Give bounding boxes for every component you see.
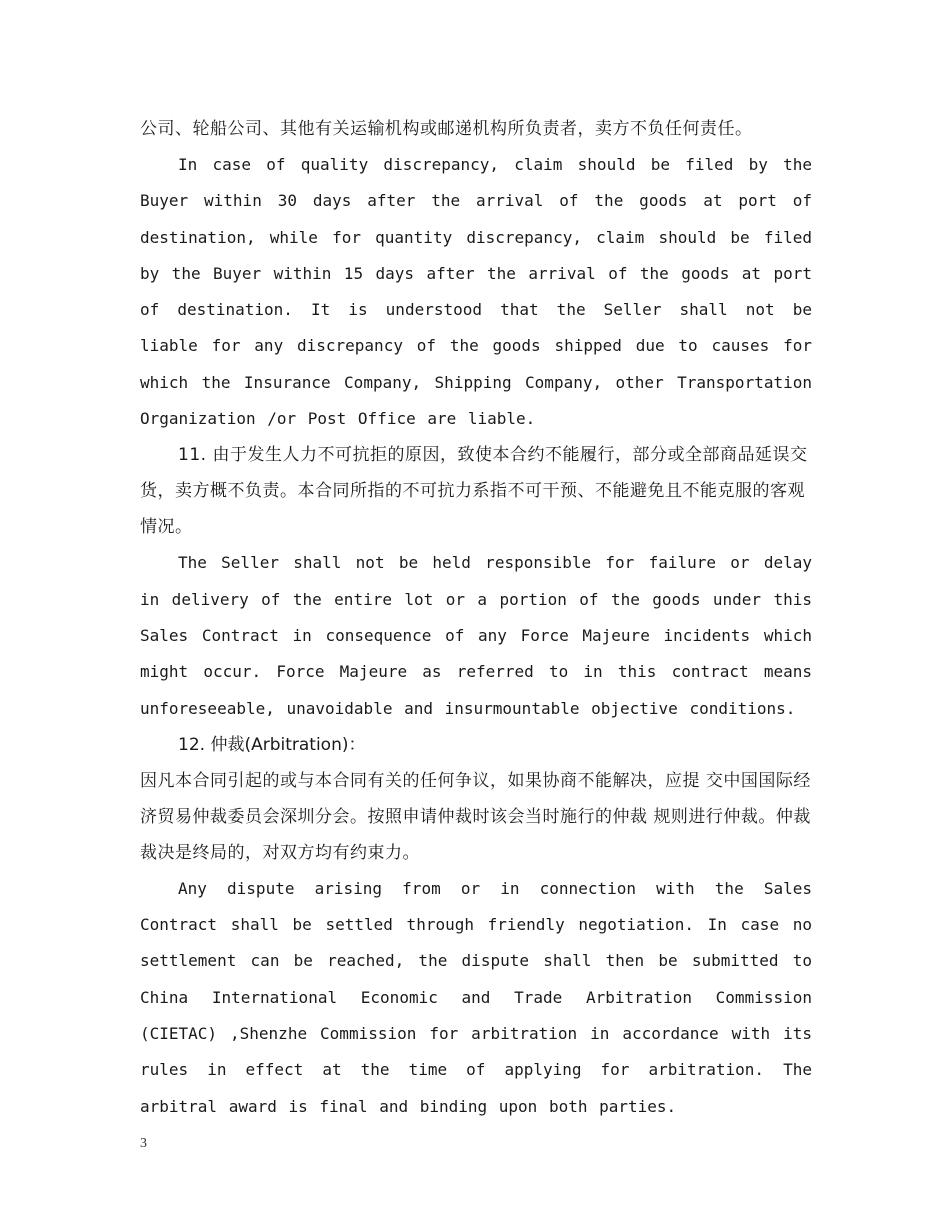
section-heading-arbitration: 12. 仲裁(Arbitration)：: [178, 734, 366, 755]
paragraph-en-quality-discrepancy: In case of quality discrepancy, claim should be filed by the Buyer within 30 days after the arrival of the goods at port of destination, while for quantity discrepancy, claim should be filed by the Buyer within 15 days after the arrival of the goods at port of destination. It is understood that the Seller shall not be liable for any discrepancy of the goods shipped due to causes for which the Insurance Company, Shipping Company, other Transportation Organization /or Post Office are liable.: [140, 155, 812, 429]
paragraph-zh-arbitration: 因凡本合同引起的或与本合同有关的任何争议，如果协商不能解决，应提 交中国国际经济贸易仲裁委员会深圳分会。按照申请仲裁时该会当时施行的仲裁 规则进行仲裁。仲裁裁决是终局的，对双方均有约束力。: [140, 770, 811, 863]
paragraph-zh-liability: 公司、轮船公司、其他有关运输机构或邮递机构所负责者，卖方不负任何责任。: [140, 119, 753, 139]
document-body: [140, 111, 812, 1125]
page-number: 3: [140, 1136, 147, 1151]
paragraph-en-arbitration: Any dispute arising from or in connection with the Sales Contract shall be settled through friendly negotiation. In case no settlement can be reached, the dispute shall then be submitted to China International Economic and Trade Arbitration Commission (CIETAC) ,Shenzhe Commission for arbitration in accordance with its rules in effect at the time of applying for arbitration. The arbitral award is final and binding upon both parties.: [140, 878, 812, 1116]
paragraph-zh-force-majeure: 11. 由于发生人力不可抗拒的原因，致使本合约不能履行，部分或全部商品延误交货，卖方概不负责。本合同所指的不可抗力系指不可干预、不能避免且不能克服的客观情况。: [140, 445, 808, 538]
paragraph-en-force-majeure: The Seller shall not be held responsible for failure or delay in delivery of the entire lot or a portion of the goods under this Sales Contract in consequence of any Force Majeure incidents which might occur. Force Majeure as referred to in this contract means unforeseeable, unavoidable and insurmountable objective conditions.: [140, 553, 812, 718]
